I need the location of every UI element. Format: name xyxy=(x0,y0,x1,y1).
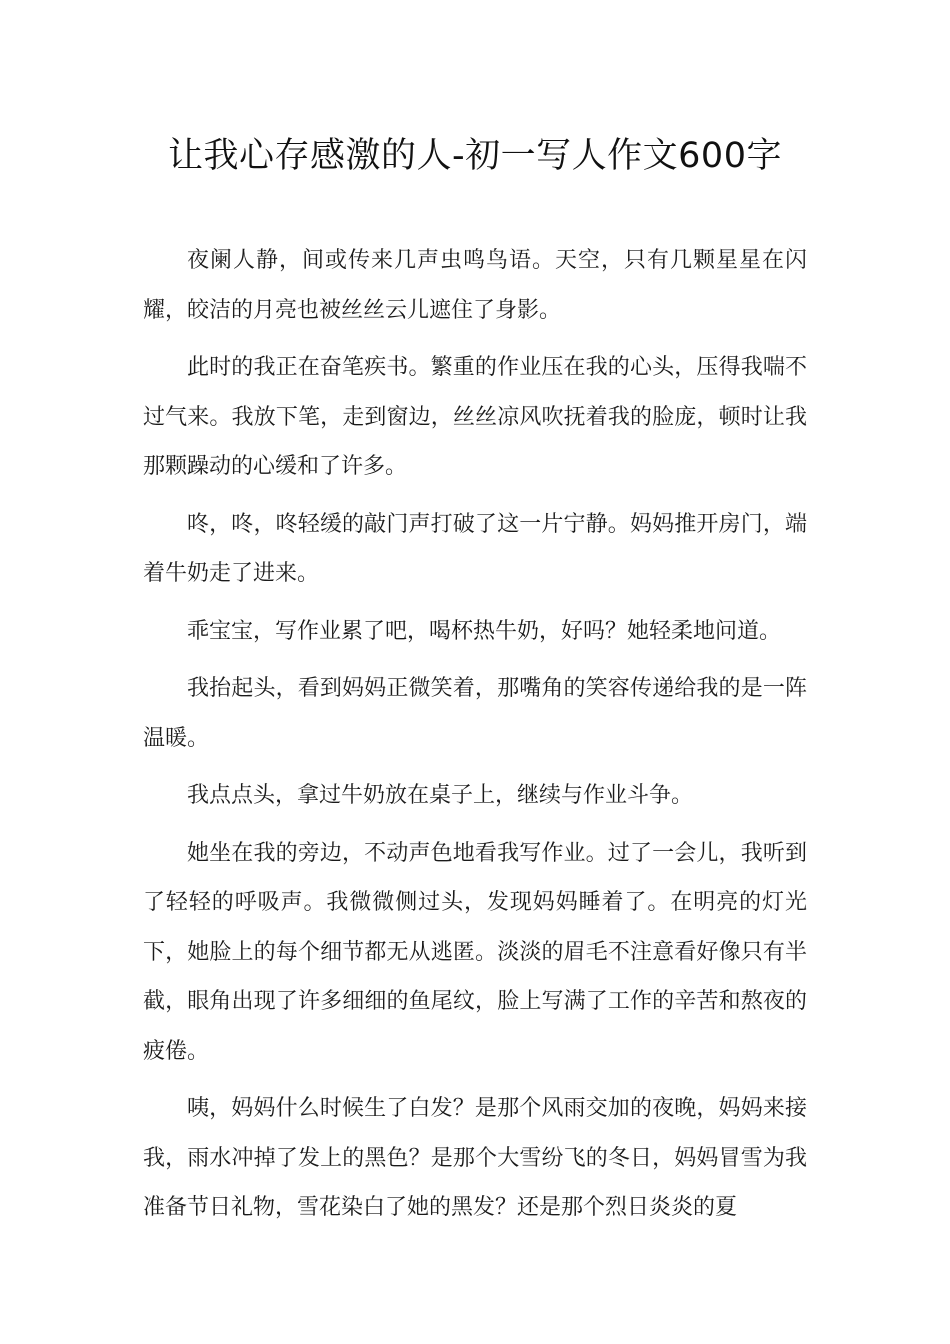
paragraph: 我点点头，拿过牛奶放在桌子上，继续与作业斗争。 xyxy=(187,783,694,808)
paragraph: 我抬起头，看到妈妈正微笑着，那嘴角的笑容传递给我的是一阵温暖。 xyxy=(143,676,807,751)
paragraph: 夜阑人静，间或传来几声虫鸣鸟语。天空，只有几颗星星在闪耀，皎洁的月亮也被丝丝云儿遮住了身影。 xyxy=(143,248,807,323)
paragraph: 乖宝宝，写作业累了吧，喝杯热牛奶，好吗？她轻柔地问道。 xyxy=(187,618,782,644)
paragraph: 此时的我正在奋笔疾书。繁重的作业压在我的心头，压得我喘不过气来。我放下笔，走到窗边，丝丝凉风吹抚着我的脸庞，顿时让我那颗躁动的心缓和了许多。 xyxy=(143,355,807,479)
document-body xyxy=(143,236,807,1233)
paragraph: 咚，咚，咚轻缓的敲门声打破了这一片宁静。妈妈推开房门，端着牛奶走了进来。 xyxy=(143,511,807,586)
paragraph: 咦，妈妈什么时候生了白发？是那个风雨交加的夜晚，妈妈来接我，雨水冲掉了发上的黑色？是那个大雪纷飞的冬日，妈妈冒雪为我准备节日礼物，雪花染白了她的黑发？还是那个烈日炎炎的夏 xyxy=(143,1096,807,1220)
document-title: 让我心存感激的人-初一写人作文600字 xyxy=(168,136,782,176)
paragraph: 她坐在我的旁边，不动声色地看我写作业。过了一会儿，我听到了轻轻的呼吸声。我微微侧过头，发现妈妈睡着了。在明亮的灯光下，她脸上的每个细节都无从逃匿。淡淡的眉毛不注意看好像只有半截，眼角出现了许多细细的鱼尾纹，脸上写满了工作的辛苦和熬夜的疲倦。 xyxy=(143,840,807,1064)
